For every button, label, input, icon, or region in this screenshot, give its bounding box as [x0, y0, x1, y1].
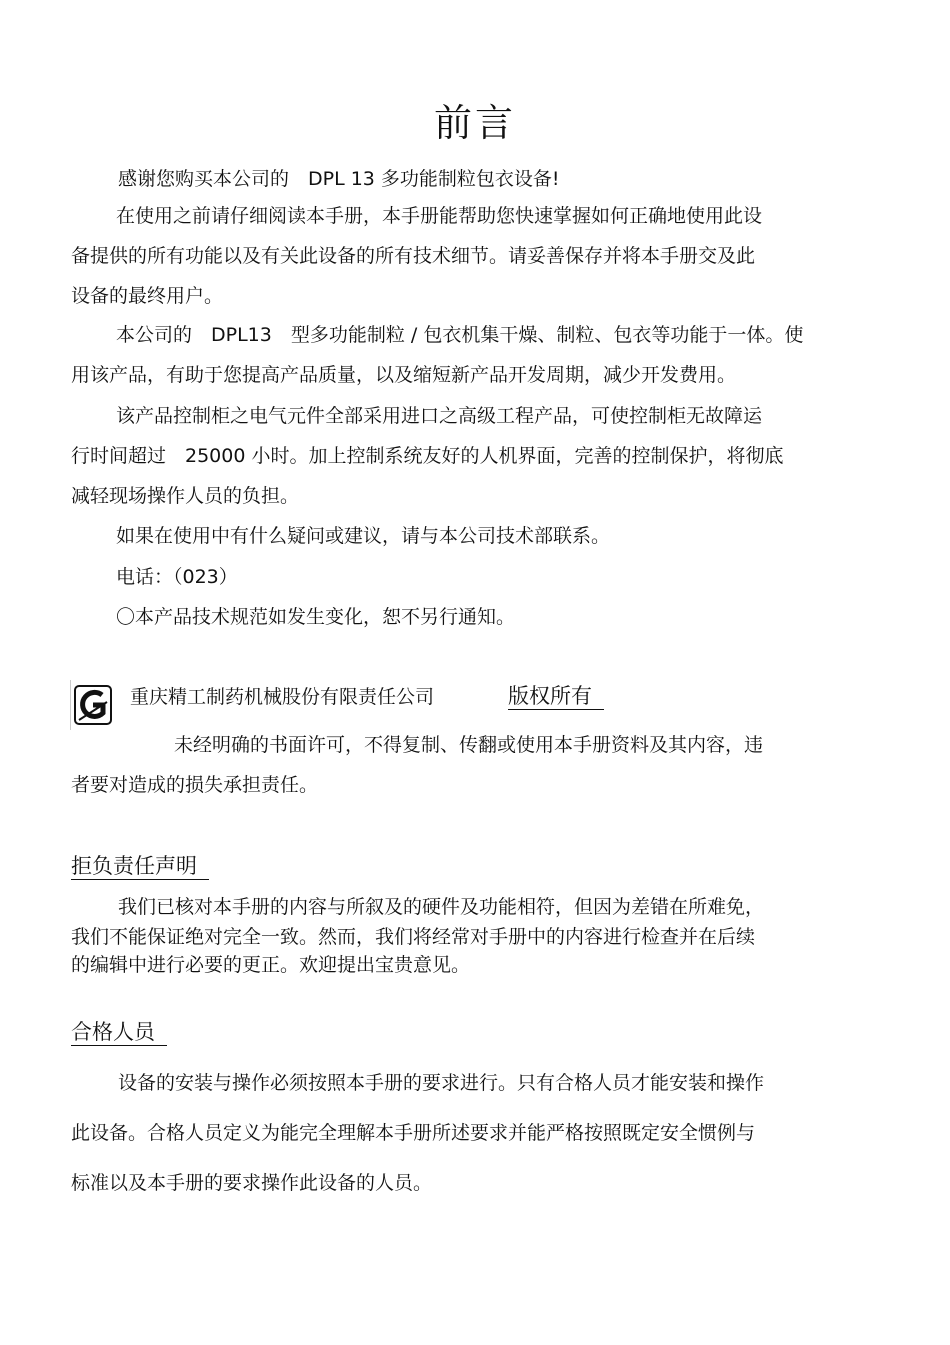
disclaimer-text-line3: 的编辑中进行必要的更正。欢迎提出宝贵意见。: [71, 954, 471, 976]
copyright-text-line1: 未经明确的书面许可，不得复制、传翻或使用本手册资料及其内容，违: [174, 734, 764, 756]
preface-p2-line2: 用该产品，有助于您提高产品质量，以及缩短新产品开发周期，减少开发费用。: [71, 364, 737, 386]
qualified-text-line3: 标准以及本手册的要求操作此设备的人员。: [71, 1172, 433, 1194]
copyright-heading: 版权所有: [508, 683, 604, 710]
qualified-text-line2: 此设备。合格人员定义为能完全理解本手册所述要求并能严格按照既定安全惯例与: [71, 1122, 756, 1144]
phone-line: 电话：（023）: [116, 566, 238, 588]
preface-p1-line3: 设备的最终用户。: [71, 285, 224, 307]
copyright-text-line2: 者要对造成的损失承担责任。: [71, 774, 319, 796]
qualified-text-line1: 设备的安装与操作必须按照本手册的要求进行。只有合格人员才能安装和操作: [118, 1072, 765, 1094]
disclaimer-text-line2: 我们不能保证绝对完全一致。然而，我们将经常对手册中的内容进行检查并在后续: [71, 926, 756, 948]
preface-p2-line1: 本公司的 DPL13 型多功能制粒 / 包衣机集干燥、制粒、包衣等功能于一体。使: [116, 324, 804, 346]
preface-p3-line2: 行时间超过 25000 小时。加上控制系统友好的人机界面，完善的控制保护，将彻底: [71, 445, 784, 467]
preface-p4: 如果在使用中有什么疑问或建议，请与本公司技术部联系。: [116, 525, 611, 547]
notice-line: 〇本产品技术规范如发生变化，恕不另行通知。: [116, 606, 516, 628]
preface-p1-line2: 备提供的所有功能以及有关此设备的所有技术细节。请妥善保存并将本手册交及此: [71, 245, 756, 267]
preface-p3-line1: 该产品控制柜之电气元件全部采用进口之高级工程产品，可使控制柜无故障运: [116, 405, 763, 427]
page-title: 前言: [433, 101, 516, 145]
company-name: 重庆精工制药机械股份有限责任公司: [130, 686, 435, 708]
thanks-line: 感谢您购买本公司的 DPL 1​3 多功能制粒包衣设备!: [118, 168, 560, 190]
qualified-heading: 合格人员: [71, 1019, 167, 1046]
preface-p3-line3: 减轻现场操作人员的负担。: [71, 485, 300, 507]
company-logo-icon: [70, 680, 115, 730]
preface-p1-line1: 在使用之前请仔细阅读本手册，本手册能帮助您快速掌握如何正确地使用此设: [116, 205, 763, 227]
disclaimer-heading: 拒负责任声明: [71, 853, 209, 880]
disclaimer-text-line1: 我们已核对本手册的内容与所叙及的硬件及功能相符，但因为差错在所难免，: [118, 896, 765, 918]
